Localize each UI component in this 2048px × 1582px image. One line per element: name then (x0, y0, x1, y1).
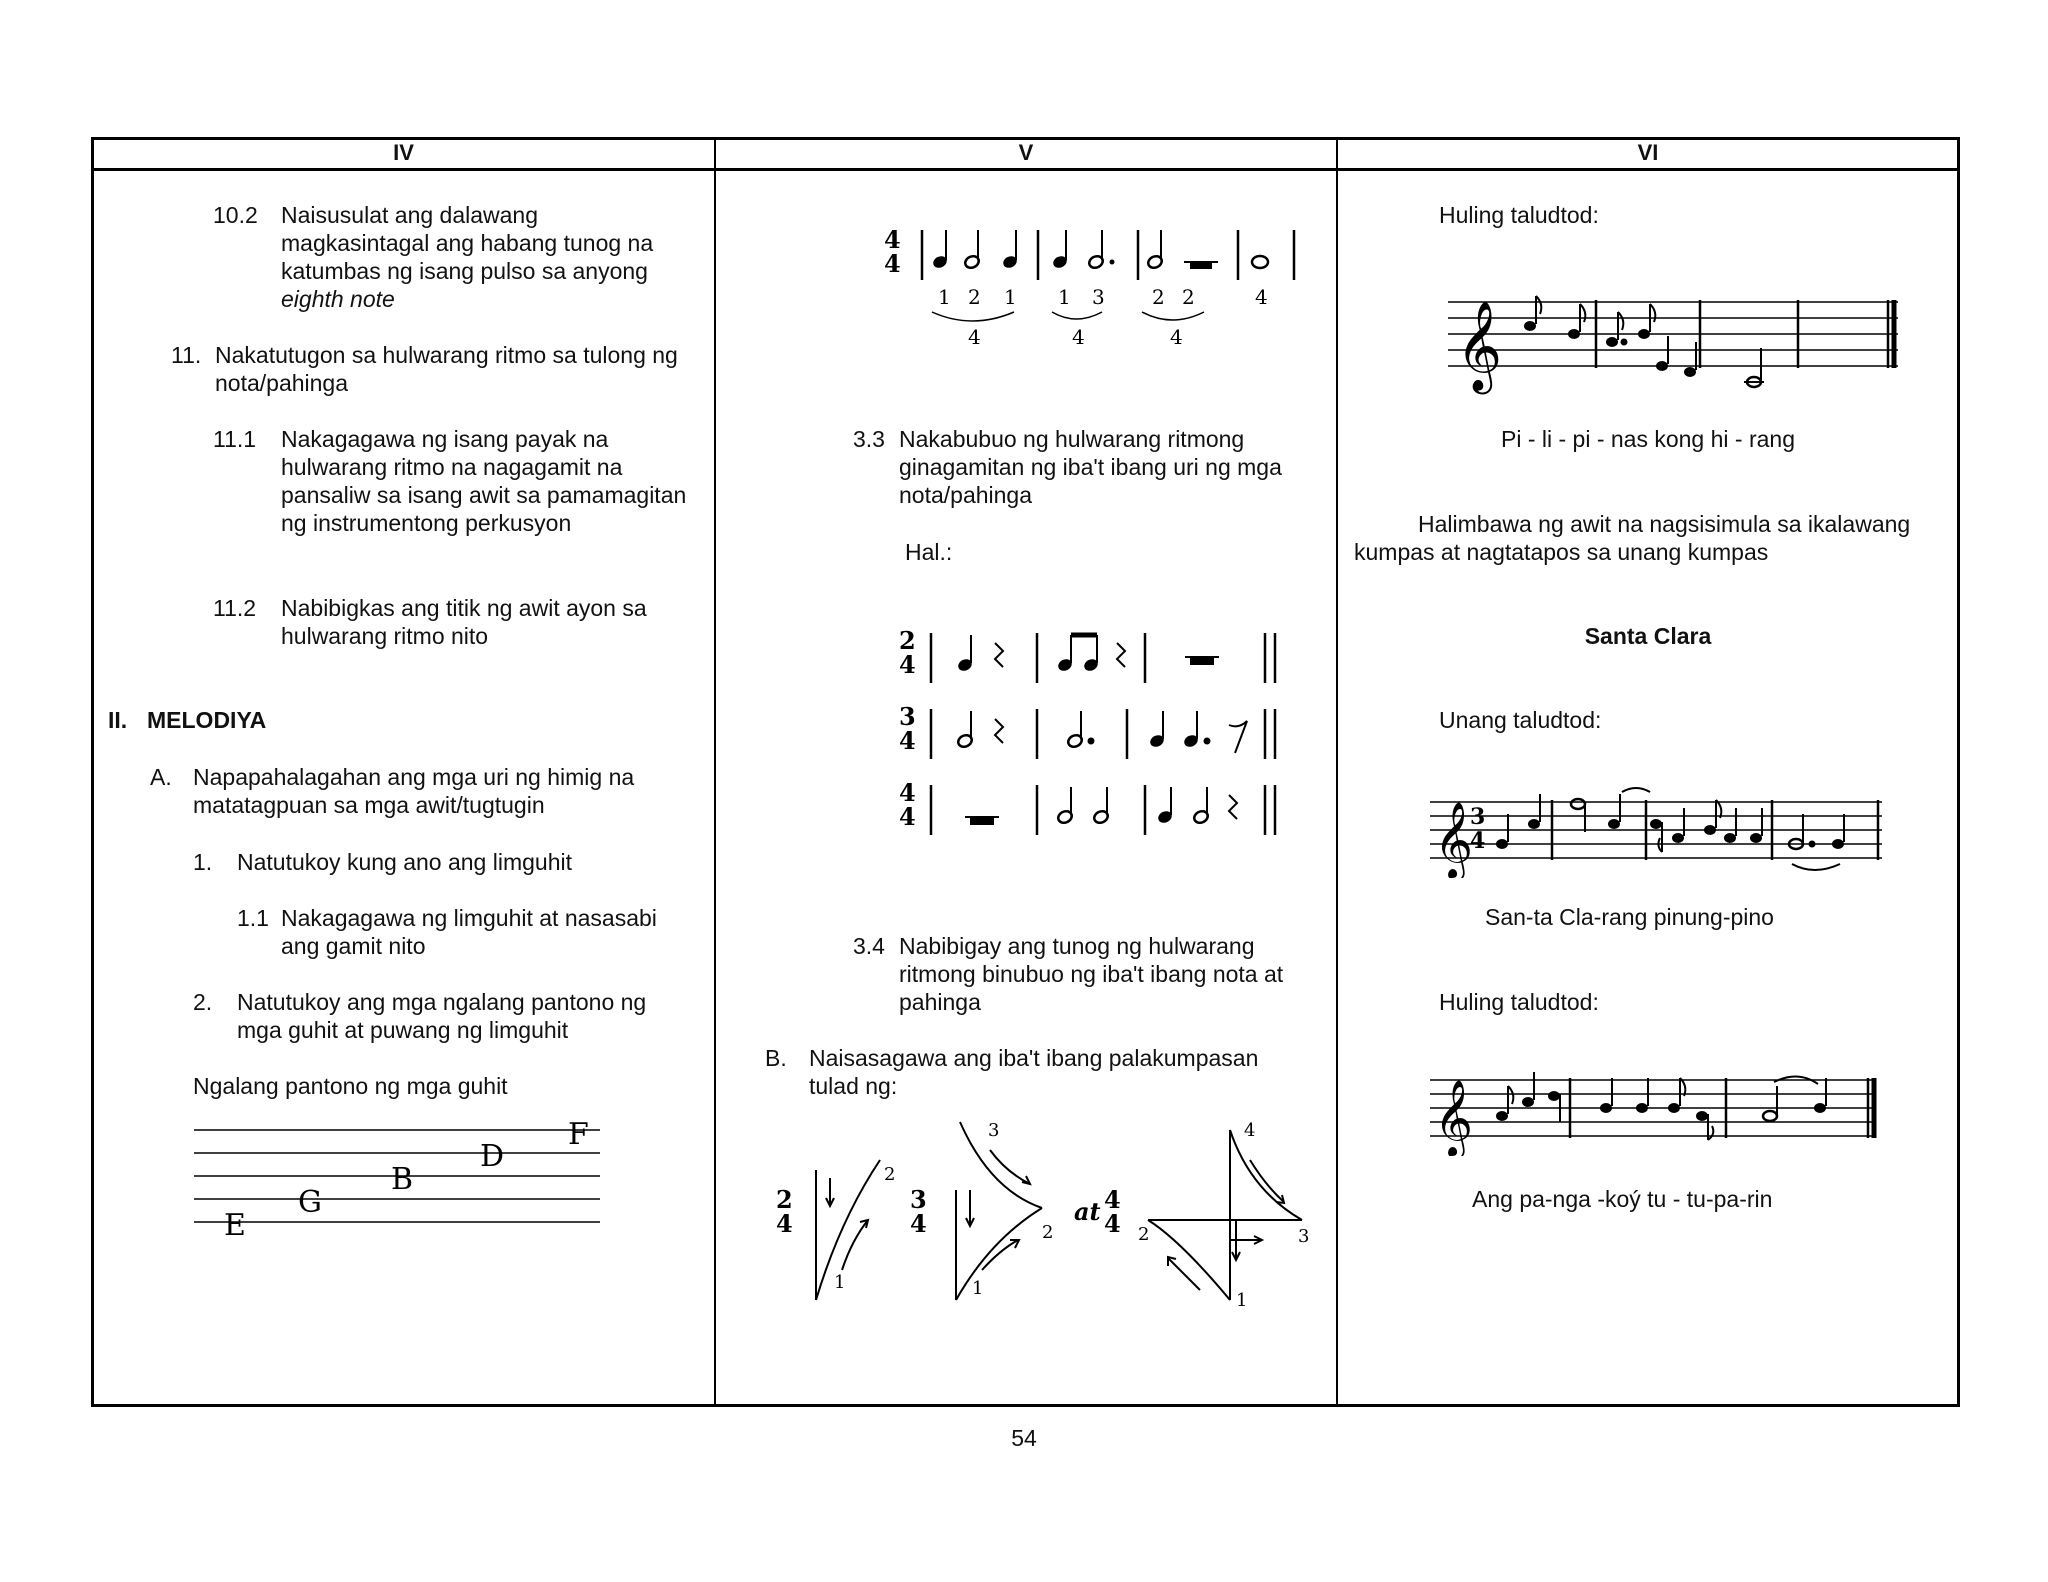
conduct-at-label: at (1074, 1197, 1101, 1226)
item-a-text: Napapahalagahan ang mga uri ng himig na matatagpuan sa mga awit/tugtugin (193, 764, 635, 818)
treble-clef-icon: 𝄞 (1456, 301, 1503, 391)
item-3-3-text: Nakabubuo ng hulwarang ritmong ginagamitan ng iba't ibang uri ng mga nota/pahinga (899, 426, 1282, 508)
conduct-4-4-top: 4 (1104, 1185, 1121, 1214)
santa-clara-first-line-staff (1430, 778, 1890, 878)
item-11-2-text: Nabibigkas ang titik ng awit ayon sa hulwarang ritmo nito (281, 595, 647, 649)
item-1-number: 1. (193, 849, 213, 875)
rhythm1-total-2: 4 (1072, 325, 1085, 349)
rhythm1-time-bottom: 4 (884, 249, 901, 278)
santa-time-bottom: 4 (1470, 828, 1486, 854)
item-11-1-text: Nakagagawa ng isang payak na hulwarang ritmo na nagagamit na pansaliw sa isang awit sa pamamagitan ng instrumentong perkusyon (281, 426, 687, 536)
example-description: Halimbawa ng awit na nagsisimula sa ikalawang kumpas at nagtatapos sa unang kumpas (1354, 511, 1911, 565)
column-header-vi: VI (1637, 140, 1659, 165)
unang-taludtod-label: Unang taludtod: (1439, 707, 1602, 733)
rhythm2-barlines (931, 633, 1275, 835)
item-10-2-body: Naisusulat ang dalawang magkasintagal ang habang tunog na katumbas ng isang pulso sa anyong (281, 202, 654, 284)
conduct-3-beat-2: 2 (1042, 1222, 1054, 1243)
section-number: II. (108, 707, 128, 733)
section-title: MELODIYA (147, 707, 267, 733)
staff-letter-f: F (568, 1117, 589, 1152)
rhythm1-count-2: 2 (968, 285, 981, 309)
conducting-patterns (760, 1110, 1320, 1320)
rhythm2-line3-time-top: 4 (899, 778, 916, 807)
rhythm1-braces (932, 312, 1204, 321)
item-11-text: Nakatutugon sa hulwarang ritmo sa tulong ng nota/pahinga (215, 342, 678, 396)
rhythm1-count-1: 1 (938, 285, 951, 309)
conduct-2-beat-1: 1 (834, 1272, 846, 1293)
conduct-3-4-top: 3 (910, 1185, 927, 1214)
song-title: Santa Clara (1584, 623, 1712, 649)
huling-taludtod-label-2: Huling taludtod: (1439, 989, 1599, 1015)
conduct-3-beat-3: 3 (988, 1120, 1000, 1141)
item-11-2-number: 11.2 (213, 595, 257, 621)
rhythm1-count-6: 2 (1152, 285, 1165, 309)
item-10-2-emphasis: eighth note (281, 286, 395, 312)
pilipinas-notes (1524, 296, 1764, 387)
item-1-text: Natutukoy kung ano ang limguhit (237, 849, 572, 875)
rhythm-pattern-4-4 (880, 222, 1310, 352)
conduct-3-4-bottom: 4 (910, 1209, 927, 1238)
conduct-4-beat-4: 4 (1244, 1120, 1256, 1141)
staff-line-names (188, 1110, 618, 1245)
item-10-2-number: 10.2 (213, 202, 258, 228)
rhythm1-count-5: 3 (1092, 285, 1105, 309)
item-10-2-text (281, 201, 691, 313)
column-header-iv: IV (393, 140, 414, 165)
conduct-4-beat-3: 3 (1298, 1226, 1310, 1247)
santa-clara-notes-2 (1496, 1072, 1826, 1140)
item-11-number: 11. (171, 342, 202, 368)
rhythm1-count-3: 1 (1004, 285, 1017, 309)
column-divider-2 (1336, 137, 1338, 1407)
rhythm2-line1-time-bottom: 4 (899, 650, 916, 679)
item-1-1-text: Nakagagawa ng limguhit at nasasabi ang gamit nito (281, 905, 657, 959)
item-3-4-number: 3.4 (853, 933, 885, 959)
rhythm1-total-1: 4 (968, 325, 981, 349)
treble-clef-icon: 𝄞 (1434, 1079, 1474, 1156)
conduct-4-beat-2: 2 (1138, 1224, 1150, 1245)
conduct-4-4-bottom: 4 (1104, 1209, 1121, 1238)
rhythm2-line1-time-top: 2 (899, 626, 916, 655)
santa-clara-lyric-2: Ang pa-nga -koý tu - tu-pa-rin (1472, 1186, 1773, 1212)
page-number: 54 (1011, 1425, 1037, 1451)
conduct-2-4-bottom: 4 (776, 1209, 793, 1238)
santa-time-top: 3 (1470, 804, 1486, 830)
staff-letter-g: G (298, 1185, 322, 1220)
conduct-2-4-top: 2 (776, 1185, 793, 1214)
rhythm2-line2-time-bottom: 4 (899, 726, 916, 755)
staff-letter-e: E (224, 1208, 246, 1243)
item-11-1-number: 11.1 (213, 426, 257, 452)
item-1-1-number: 1.1 (237, 905, 269, 931)
rhythm1-count-7: 2 (1182, 285, 1195, 309)
staff-letter-b: B (391, 1162, 414, 1197)
rhythm2-line2-time-top: 3 (899, 702, 916, 731)
item-3-4-text: Nabibigay ang tunog ng hulwarang ritmong binubuo ng iba't ibang nota at pahinga (899, 933, 1284, 1015)
item-3-3-number: 3.3 (853, 426, 885, 452)
rhythm1-notes (931, 230, 1268, 270)
rhythm-patterns-example (895, 625, 1295, 855)
header-divider (91, 168, 1960, 171)
staff-caption: Ngalang pantono ng mga guhit (193, 1073, 508, 1099)
rhythm1-time-top: 4 (884, 225, 901, 254)
santa-clara-last-line-staff (1430, 1056, 1890, 1156)
item-2-text: Natutukoy ang mga ngalang pantono ng mga guhit at puwang ng limguhit (237, 989, 647, 1043)
conduct-2-beat-2: 2 (884, 1164, 896, 1185)
rhythm1-total-3: 4 (1170, 325, 1183, 349)
treble-clef-icon: 𝄞 (1434, 801, 1474, 878)
santa-clara-lyric-1: San-ta Cla-rang pinung-pino (1485, 904, 1774, 930)
item-2-number: 2. (193, 989, 213, 1015)
rhythm2-line3-time-bottom: 4 (899, 802, 916, 831)
item-b-letter: B. (765, 1045, 787, 1071)
rhythm1-count-8: 4 (1255, 285, 1268, 309)
conduct-4-beat-1: 1 (1236, 1290, 1248, 1311)
pilipinas-melody-staff (1448, 278, 1908, 398)
column-divider-1 (714, 137, 716, 1407)
hal-label: Hal.: (905, 539, 953, 565)
pilipinas-lyric: Pi - li - pi - nas kong hi - rang (1500, 426, 1795, 452)
item-a-letter: A. (150, 764, 172, 790)
conduct-3-beat-1: 1 (972, 1278, 984, 1299)
staff-letter-d: D (480, 1139, 505, 1174)
huling-taludtod-label-1: Huling taludtod: (1439, 202, 1599, 228)
column-header-v: V (1018, 140, 1034, 165)
rhythm1-count-4: 1 (1058, 285, 1071, 309)
item-b-text: Naisasagawa ang iba't ibang palakumpasan tulad ng: (809, 1045, 1259, 1099)
rhythm2-notes (956, 635, 1247, 825)
